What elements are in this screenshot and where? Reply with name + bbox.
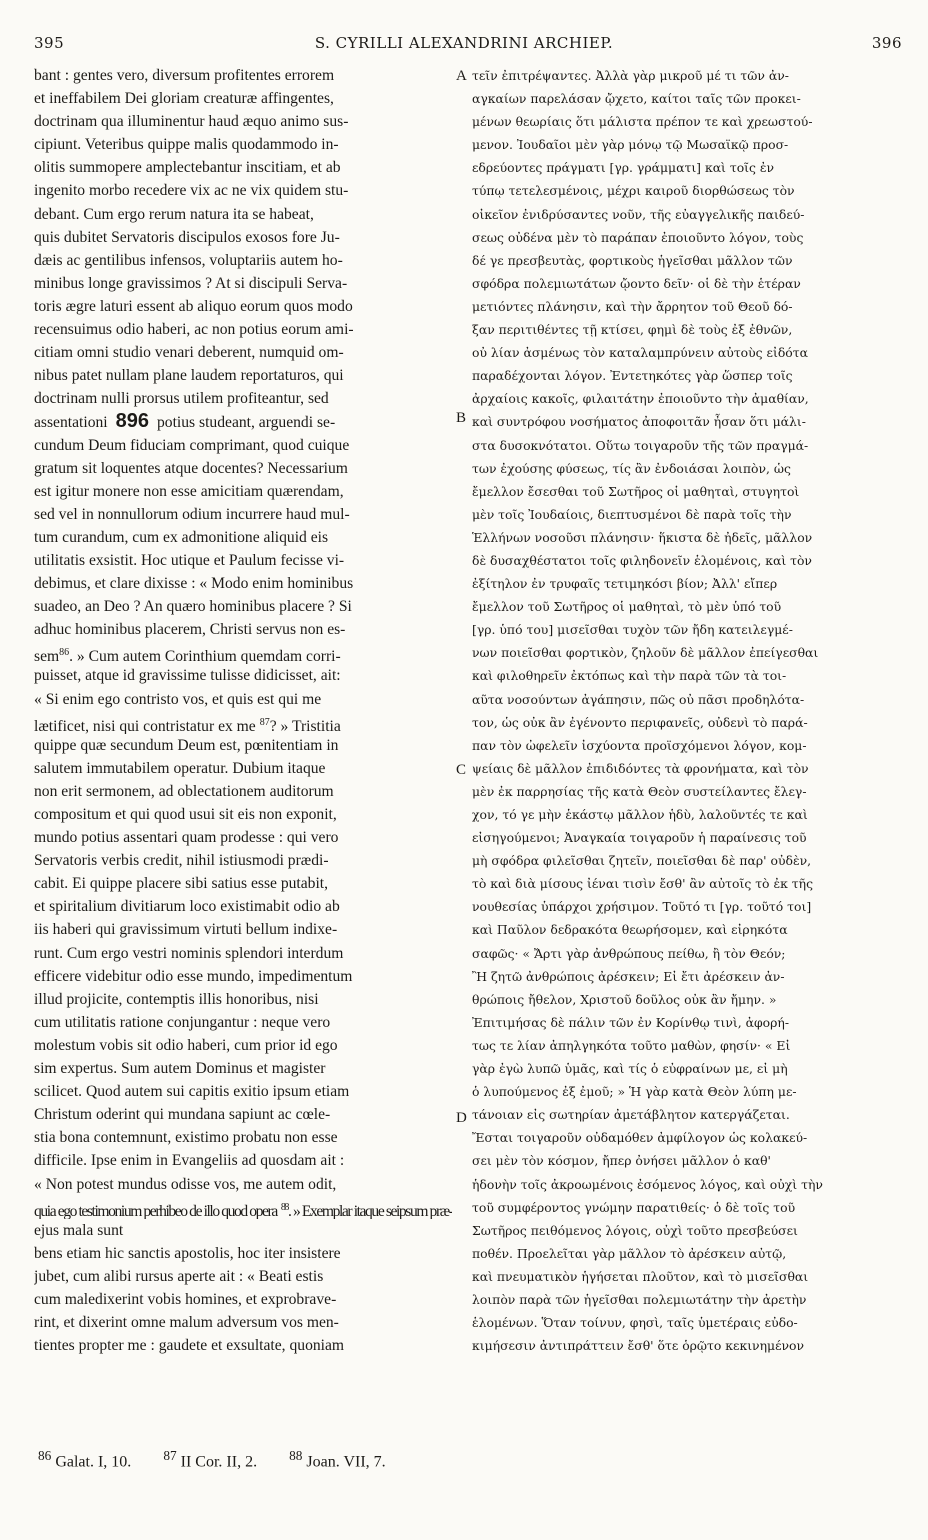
line-text: debimus, et clare dixisse : « Modo enim hominibus xyxy=(34,575,354,593)
latin-line xyxy=(34,203,452,226)
line-text: . » Exemplar itaque seipsum præ- xyxy=(288,1202,452,1219)
line-text: et ineffabilem Dei gloriam creaturæ affingentes, xyxy=(34,90,334,108)
greek-line xyxy=(472,133,896,156)
line-text: scilicet. Quod autem sui capitis exitio ipsum etiam xyxy=(34,1083,350,1101)
latin-line xyxy=(34,1265,452,1288)
greek-line xyxy=(472,780,896,803)
line-text: τως τε λίαν ἀπηλγηκότα τοῦτο μαθὼν, φησίν· « Εἰ xyxy=(472,1037,791,1053)
line-text: στα δυσοκνότατοι. Οὕτω τοιγαροῦν τῆς τῶν πραγμά- xyxy=(472,437,809,453)
greek-line xyxy=(472,803,896,826)
footnote-ref: 88 xyxy=(280,1201,289,1213)
line-text: non erit sermonem, ad oblectationem auditorum xyxy=(34,782,334,800)
line-text: των ἐχούσης φύσεως, τίς ἂν ἐνδοιάσαι λοιπὸν, ὡς xyxy=(472,460,791,476)
margin-letter-a: A xyxy=(456,68,467,84)
greek-line xyxy=(472,872,896,895)
line-text: tum curandum, cum ex admonitione aliquid eis xyxy=(34,528,329,546)
latin-line xyxy=(34,1126,452,1149)
page-number-right: 396 xyxy=(871,34,902,52)
margin-letter-c: C xyxy=(456,762,467,778)
latin-line xyxy=(34,826,452,849)
latin-line xyxy=(34,549,452,572)
footnote-mark: 86 xyxy=(38,1448,52,1463)
greek-line xyxy=(472,1311,896,1334)
line-text: σει μὲν τὸν κόσμον, ἤπερ ὀνήσει μᾶλλον ὁ καθ' xyxy=(472,1153,771,1169)
line-text: ὁ λυπούμενος ἐξ ἐμοῦ; » Ἡ γὰρ κατὰ Θεὸν λύπη με- xyxy=(472,1084,797,1100)
latin-line xyxy=(34,226,452,249)
line-text: est igitur monere non esse amicitiam quærendam, xyxy=(34,482,344,500)
line-text: bens etiam hic sanctis apostolis, hoc iter insistere xyxy=(34,1244,341,1262)
latin-line xyxy=(34,1103,452,1126)
greek-line xyxy=(472,480,896,503)
greek-line xyxy=(472,688,896,711)
line-text: θρώποις ἤθελον, Χριστοῦ δοῦλος οὐκ ἂν ἤμην. » xyxy=(472,991,777,1007)
greek-line xyxy=(472,595,896,618)
line-text: ἔμελλον ἔσεσθαι τοῦ Σωτῆρος οἱ μαθηταὶ, στυγητοὶ xyxy=(472,483,800,499)
line-text: σεως οὐδένα μὲν τὸ παράπαν ἐποιοῦντο λόγον, τοὺς xyxy=(472,229,804,245)
running-title: S. CYRILLI ALEXANDRINI ARCHIEP. xyxy=(314,34,614,52)
line-text: minibus longe gravissimos ? At si discipuli Serva- xyxy=(34,274,348,292)
line-text: assentationi xyxy=(34,414,108,432)
line-text: τύπῳ τετελεσμένοις, μέχρι καιροῦ διορθώσεως τὸν xyxy=(472,183,795,199)
line-text: Servatoris verbis credit, nihil istiusmodi prædi- xyxy=(34,852,329,870)
latin-line xyxy=(34,1034,452,1057)
line-text: ποθέν. Προελεῖται γὰρ μᾶλλον τὸ ἀρέσκειν αὐτῷ, xyxy=(472,1245,787,1261)
latin-line xyxy=(34,526,452,549)
line-text: νων ποιεῖσθαι φορτικὸν, ζηλοῦν δὲ μᾶλλον ἐπείγεσθαι xyxy=(472,645,819,661)
latin-line xyxy=(34,110,452,133)
latin-line xyxy=(34,595,452,618)
greek-line xyxy=(472,526,896,549)
line-text: ? » Tristitia xyxy=(269,717,341,734)
greek-line xyxy=(472,364,896,387)
line-text: Ἑλλήνων νοσοῦσι πλάνησιν· ἥκιστα δὲ ἠδεῖς, μᾶλλον xyxy=(472,529,813,545)
line-text: doctrinam qua illuminentur haud æquo animo sus- xyxy=(34,113,349,131)
line-text: οὐ λίαν ἀσμένως τὸν καταλαμπρύνειν αὐτοὺς εἰδότα xyxy=(472,345,808,361)
line-text: Ἔσται τοιγαροῦν οὐδαμόθεν ἀμφίλογον ὡς κολακεύ- xyxy=(472,1130,808,1146)
line-text: . » Cum autem Corinthium quemdam corri- xyxy=(69,648,341,665)
line-text: nibus patet nullam plane laudem reportaturos, qui xyxy=(34,367,344,385)
latin-line xyxy=(34,480,452,503)
greek-line xyxy=(472,618,896,641)
footnote-mark: 88 xyxy=(289,1448,303,1463)
latin-line xyxy=(34,156,452,179)
line-text: quis dubitet Servatoris discipulos exosos fore Ju- xyxy=(34,228,340,246)
line-text: γὰρ ἐγὼ λυπῶ ὑμᾶς, καὶ τίς ὁ εὐφραίνων με, εἰ μὴ xyxy=(472,1061,788,1077)
latin-line xyxy=(34,641,452,664)
line-text: ejus mala sunt xyxy=(34,1221,124,1239)
line-text: salutem immutabilem operatur. Dubium itaque xyxy=(34,759,326,777)
latin-line xyxy=(34,1219,452,1242)
line-text: compositum et qui quod usui sit eis non exponit, xyxy=(34,806,337,823)
line-text: χον, τό γε μὴν ἑκάστῳ μᾶλλον ἡδὺ, λαλοῦντές τε καὶ xyxy=(472,807,808,822)
line-text: iis haberi qui gravissimum virtuti bellum indixe- xyxy=(34,921,338,939)
latin-line xyxy=(34,1173,452,1196)
line-text: ἑλομένων. Ὅταν τοίνυν, φησὶ, ταῖς ὑμετέραις εὐδο- xyxy=(472,1315,798,1331)
line-text: ingenito morbo recedere vix ac ne vix quidem stu- xyxy=(34,182,349,200)
line-text: δέ γε πρεσβευτὰς, φορτικοὺς ἡγεῖσθαι μᾶλλον τῶν xyxy=(472,252,793,268)
greek-line xyxy=(472,942,896,965)
line-text: ξαν περιτιθέντες τῇ κτίσει, φημὶ δὲ τοὺς ἐξ ἐθνῶν, xyxy=(472,322,793,338)
line-text: καὶ συντρόφου νοσήματος ἀποφοιτᾶν ἦσαν ὅτι μάλι- xyxy=(472,414,806,430)
line-text: molestum vobis sit odio haberi, cum prior id ego xyxy=(34,1036,338,1054)
line-text: cipiunt. Veteribus quippe malis quodammodo in- xyxy=(34,136,339,154)
line-text: cum maledixerint vobis homines, et exprobrave- xyxy=(34,1290,337,1308)
line-text: « Non potest mundus odisse vos, me autem odit, xyxy=(34,1175,337,1193)
margin-letter-d: D xyxy=(456,1110,467,1126)
line-text: ἔμελλον τοῦ Σωτῆρος οἱ μαθηταὶ, τὸ μὲν ὑπό τοῦ xyxy=(472,599,782,615)
latin-line xyxy=(34,503,452,526)
greek-line xyxy=(472,226,896,249)
greek-line xyxy=(472,87,896,110)
line-text: debant. Cum ergo rerum natura ita se habeat, xyxy=(34,205,314,223)
line-text: quippe quæ secundum Deum est, pœnitentiam in xyxy=(34,736,339,754)
greek-line xyxy=(472,1011,896,1034)
line-text: tientes propter me : gaudete et exsultate, quoniam xyxy=(34,1337,345,1355)
line-text: suadeo, an Deo ? An quæro hominibus placere ? Si xyxy=(34,598,352,616)
greek-line xyxy=(472,1173,896,1196)
line-text: μετιόντες πλάνησιν, καὶ τὴν ἄρρητον τοῦ Θεοῦ δό- xyxy=(472,298,793,314)
line-text: olitis summopere amplectebantur inscitiam, et ab xyxy=(34,159,341,177)
latin-line xyxy=(34,1242,452,1265)
greek-line xyxy=(472,1103,896,1126)
line-text: utilitatis exsistit. Hoc utique et Paulum fecisse vi- xyxy=(34,551,345,569)
greek-line xyxy=(472,1196,896,1219)
latin-line xyxy=(34,757,452,780)
greek-line xyxy=(472,965,896,988)
greek-line xyxy=(472,572,896,595)
footnote-ref: 86 xyxy=(59,647,70,659)
latin-line xyxy=(34,387,452,410)
greek-line xyxy=(472,1149,896,1172)
latin-line xyxy=(34,918,452,941)
latin-line xyxy=(34,849,452,872)
line-text: sim expertus. Sum autem Dominus et magister xyxy=(34,1060,326,1078)
latin-line xyxy=(34,965,452,988)
greek-line xyxy=(472,1242,896,1265)
line-text: cum utilitatis ratione conjungantur : neque vero xyxy=(34,1013,331,1031)
line-text: et spiritalium divitiarum loco existimabit odio ab xyxy=(34,898,340,916)
footnote-mark: 87 xyxy=(163,1448,177,1463)
footnote-text: Joan. VII, 7. xyxy=(306,1453,386,1471)
line-text: ἀρχαίοις κακοῖς, φιλαιτάτην ἐποιοῦντο τὴν ἀμαθίαν, xyxy=(472,391,809,407)
latin-line xyxy=(34,410,452,433)
line-text: αῦτα νοσούντων ἀγάπησιν, πῶς οὐ πᾶσι προδηλότα- xyxy=(472,691,805,707)
greek-line xyxy=(472,272,896,295)
greek-line xyxy=(472,110,896,133)
greek-column xyxy=(472,64,896,1357)
line-text: doctrinam nulli prorsus utilem profiteantur, sed xyxy=(34,390,329,408)
footnote-ref: 87 xyxy=(259,716,270,728)
latin-line xyxy=(34,1196,452,1219)
line-text: « Si enim ego contristo vos, et quis est qui me xyxy=(34,690,322,708)
latin-line xyxy=(34,318,452,341)
line-text: κιμήσεσιν ἀντιπράττειν ἔσθ' ὅτε ὁρῷτο κεκινημένον xyxy=(472,1338,805,1354)
footnote-text: II Cor. II, 2. xyxy=(180,1453,258,1471)
greek-line xyxy=(472,1219,896,1242)
line-text: puisset, atque id gravissime tulisse didicisset, ait: xyxy=(34,667,341,685)
latin-line xyxy=(34,364,452,387)
line-text: νουθεσίας ὑπάρχοι χρήσιμον. Τοῦτό τι [γρ. τοῦτό τοι] xyxy=(472,899,812,915)
line-text: Ἐπιτιμήσας δὲ πάλιν τῶν ἐν Κορίνθῳ τινὶ, ἀφορή- xyxy=(472,1014,790,1030)
latin-line xyxy=(34,1311,452,1334)
latin-line xyxy=(34,341,452,364)
line-text: παραδέχονται λόγον. Ἐντετηκότες γὰρ ὥσπερ τοῖς xyxy=(472,368,793,384)
margin-letter-b: B xyxy=(456,410,467,426)
latin-line xyxy=(34,1288,452,1311)
line-text: τον, ὡς οὐκ ἂν ἐγένοντο περιφανεῖς, οὐδενὶ τὸ παρά- xyxy=(472,714,808,730)
greek-line xyxy=(472,1265,896,1288)
line-text: μὴ σφόδρα φιλεῖσθαι ζητεῖν, ποιεῖσθαι δὲ παρ' οὐδὲν, xyxy=(472,853,812,869)
line-text: ἡδονὴν τοῖς ἀκροωμένοις ἐσόμενος λόγος, καὶ οὐχὶ τὴν xyxy=(472,1176,823,1192)
latin-line xyxy=(34,1080,452,1103)
line-text: δὲ δυσαχθέστατοι τοῖς φιληδονεῖν ἑλομένοις, καὶ τὸν xyxy=(472,552,812,568)
latin-line xyxy=(34,942,452,965)
line-text: efficere videbitur odio esse mundo, impedimentum xyxy=(34,967,353,985)
latin-line xyxy=(34,457,452,480)
latin-line xyxy=(34,64,452,87)
greek-line xyxy=(472,826,896,849)
greek-line xyxy=(472,988,896,1011)
latin-line xyxy=(34,734,452,757)
line-text: μενον. Ἰουδαῖοι μὲν γὰρ μόνῳ τῷ Μωσαϊκῷ προσ- xyxy=(472,137,789,153)
latin-line xyxy=(34,780,452,803)
line-text: Ἢ ζητῶ ἀνθρώποις ἀρέσκειν; Εἰ ἔτι ἀρέσκειν ἀν- xyxy=(472,968,785,984)
line-text: sem xyxy=(34,648,60,665)
line-text: jubet, cum alibi rursus aperte ait : « Beati estis xyxy=(34,1267,324,1285)
greek-line xyxy=(472,549,896,572)
line-text: dæis ac gentilibus infensos, voluptariis autem ho- xyxy=(34,251,343,269)
latin-line xyxy=(34,434,452,457)
greek-line xyxy=(472,757,896,780)
greek-line xyxy=(472,295,896,318)
latin-line xyxy=(34,272,452,295)
greek-line xyxy=(472,895,896,918)
line-text: τάνοιαν εἰς σωτηρίαν ἀμετάβλητον κατεργάζεται. xyxy=(472,1107,790,1123)
line-text: καὶ Παῦλον δεδρακότα θεωρήσομεν, καὶ εἰρηκότα xyxy=(472,922,788,938)
line-text: εδρεύοντες πράγματι [γρ. γράμματι] καὶ τοῖς ἐν xyxy=(472,160,775,176)
line-text: σφόδρα πολεμιωτάτων ᾤοντο δεῖν· οἱ δὲ τὴν ἑτέραν xyxy=(472,275,801,291)
line-text: τοῦ συμφέροντος γνώμην παρατιθείς· ὁ δὲ τοῖς τοῦ xyxy=(472,1199,796,1215)
greek-line xyxy=(472,341,896,364)
latin-line xyxy=(34,295,452,318)
line-text: difficile. Ipse enim in Evangeliis ad quosdam ait : xyxy=(34,1152,345,1170)
running-header xyxy=(0,34,928,54)
footnotes xyxy=(38,1448,386,1471)
greek-line xyxy=(472,64,896,87)
greek-line xyxy=(472,734,896,757)
latin-line xyxy=(34,872,452,895)
line-text: citiam omni studio venari deberent, numquid om- xyxy=(34,344,344,362)
latin-line xyxy=(34,133,452,156)
line-text: εἰσηγούμενοι; Ἀναγκαία τοιγαροῦν ἡ παραίνεσις τοῦ xyxy=(472,830,807,846)
line-text: mundo potius assentari quam prodesse : qui vero xyxy=(34,829,339,847)
line-text: τὸ καὶ διὰ μίσους ἰέναι τισὶν ἔσθ' ἂν αὐτοῖς τὸ ἐκ τῆς xyxy=(472,876,814,892)
latin-line xyxy=(34,87,452,110)
line-text: τεῖν ἐπιτρέψαντες. Ἀλλὰ γὰρ μικροῦ μέ τι τῶν ἀν- xyxy=(472,68,789,83)
line-text: gratum sit loquentes atque docentes? Necessarium xyxy=(34,459,348,477)
greek-line xyxy=(472,664,896,687)
greek-line xyxy=(472,849,896,872)
line-text: recensuimus odio haberi, ac non potius eorum ami- xyxy=(34,321,354,339)
line-text: αγκαίων παρελάσαν ᾤχετο, καίτοι ταῖς τῶν προκει- xyxy=(472,91,801,107)
latin-line xyxy=(34,1011,452,1034)
latin-line xyxy=(34,895,452,918)
greek-line xyxy=(472,918,896,941)
latin-line xyxy=(34,1334,452,1357)
column-number: 896 xyxy=(115,410,149,433)
greek-line xyxy=(472,1057,896,1080)
line-text: λοιπὸν παρὰ τῶν ἡγεῖσθαι πολεμιωτάτην τὴν ἀρετὴν xyxy=(472,1291,807,1307)
latin-column xyxy=(34,64,452,1357)
greek-line xyxy=(472,1080,896,1103)
line-text: καὶ πνευματικὸν ἡγήσεται πλοῦτον, καὶ τὸ μισεῖσθαι xyxy=(472,1268,809,1284)
line-text: toris ægre laturi essent ab aliquo eorum quos modo xyxy=(34,297,353,315)
latin-line xyxy=(34,249,452,272)
latin-line xyxy=(34,572,452,595)
greek-line xyxy=(472,249,896,272)
greek-line xyxy=(472,203,896,226)
line-text: Christum oderint qui mundana sapiunt ac cœle- xyxy=(34,1106,331,1124)
line-text: παν τὸν ὠφελεῖν ἰσχύοντα προϊσχόμενοι λόγον, κομ- xyxy=(472,737,807,753)
greek-line xyxy=(472,1334,896,1357)
greek-line xyxy=(472,457,896,480)
greek-line xyxy=(472,503,896,526)
greek-line xyxy=(472,1288,896,1311)
line-text: bant : gentes vero, diversum profitentes errorem xyxy=(34,67,335,84)
line-text: cabit. Ei quippe placere sibi satius esse putabit, xyxy=(34,875,329,893)
line-text: stia bona contemnunt, existimo probatu non esse xyxy=(34,1129,338,1147)
latin-line xyxy=(34,711,452,734)
greek-line xyxy=(472,434,896,457)
latin-line xyxy=(34,618,452,641)
greek-line xyxy=(472,1126,896,1149)
line-text: οἰκεῖον ἐνιδρύσαντες νοῦν, τῆς εὐαγγελικῆς παιδεύ- xyxy=(472,206,805,222)
line-text: runt. Cum ergo vestri nominis splendori interdum xyxy=(34,944,344,962)
footnote-text: Galat. I, 10. xyxy=(55,1453,132,1471)
line-text: καὶ φιλοθηρεῖν ἐκτόπως καὶ τὴν παρὰ τῶν τὰ τοι- xyxy=(472,668,787,684)
line-text: potius studeant, arguendi se- xyxy=(157,414,336,432)
greek-line xyxy=(472,156,896,179)
greek-line xyxy=(472,387,896,410)
greek-line xyxy=(472,1034,896,1057)
line-text: Σωτῆρος πειθόμενος λόγοις, οὐχὶ τοῦτο πρεσβεύσει xyxy=(472,1222,798,1238)
greek-line xyxy=(472,711,896,734)
line-text: adhuc hominibus placerem, Christi servus non es- xyxy=(34,621,346,639)
line-text: lætificet, nisi qui contristatur ex me xyxy=(34,717,256,734)
page-number-left: 395 xyxy=(34,34,65,52)
latin-line xyxy=(34,803,452,826)
latin-line xyxy=(34,179,452,202)
latin-line xyxy=(34,1149,452,1172)
line-text: ψείαις δὲ μᾶλλον ἐπιδιδόντες τὰ φρονήματα, καὶ τὸν xyxy=(472,760,809,776)
latin-line xyxy=(34,988,452,1011)
latin-line xyxy=(34,664,452,687)
latin-line xyxy=(34,688,452,711)
line-text: μὲν ἐκ παρρησίας τῆς κατὰ Θεὸν συστείλαντες ἔλεγ- xyxy=(472,783,807,799)
greek-line xyxy=(472,179,896,202)
line-text: σαφῶς· « Ἄρτι γὰρ ἀνθρώπους πείθω, ἢ τὸν Θεόν; xyxy=(472,945,786,961)
greek-line xyxy=(472,318,896,341)
line-text: illud projicite, contemptis illis honoribus, nisi xyxy=(34,990,319,1008)
greek-line xyxy=(472,410,896,433)
line-text: rint, et dixerint omne malum adversum vos men- xyxy=(34,1314,339,1332)
line-text: sed vel in nonnullorum odium incurrere haud mul- xyxy=(34,505,350,523)
line-text: μένων θεωρίαις ὅτι μάλιστα πρέπον τε καὶ χρεωστού- xyxy=(472,114,813,130)
greek-line xyxy=(472,641,896,664)
latin-line xyxy=(34,1057,452,1080)
line-text: ἐξίτηλον ἐν τρυφαῖς τετιμηκόσι βίον; Ἀλλ' εἴπερ xyxy=(472,576,778,592)
line-text: quia ego testimonium perhibeo de illo quod opera xyxy=(34,1202,277,1219)
line-text: μὲν τοῖς Ἰουδαίοις, διεπτυσμένοι δὲ παρὰ τοῖς τὴν xyxy=(472,506,792,522)
line-text: cundum Deum fiduciam comprimant, quod cuique xyxy=(34,436,350,454)
line-text: [γρ. ὑπό του] μισεῖσθαι τυχὸν τῶν ἤδη κατειλεγμέ- xyxy=(472,622,793,638)
